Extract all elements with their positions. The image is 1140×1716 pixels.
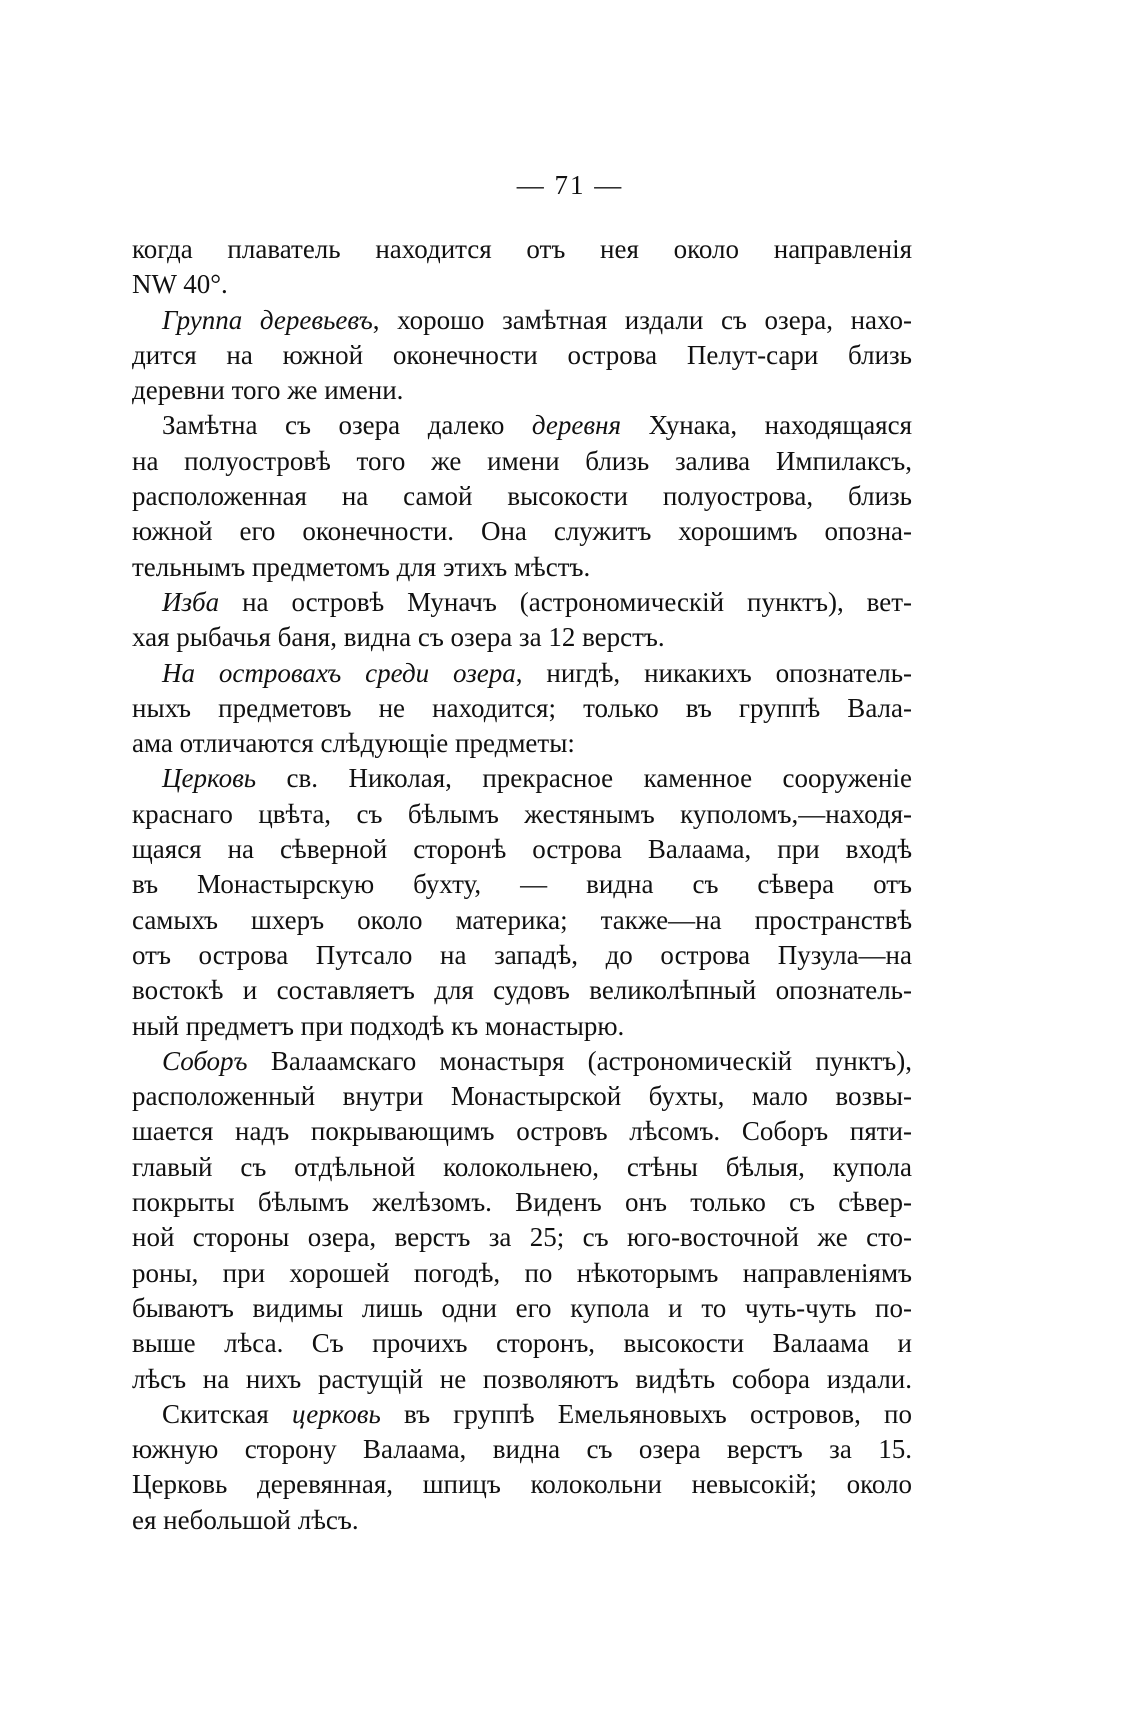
text-line — [132, 832, 912, 867]
line-text: лѣсъ на нихъ растущій не позволяютъ видѣть собора издали. — [132, 1363, 912, 1394]
text-line — [132, 1114, 912, 1149]
line-text: ныхъ предметовъ не находится; только въ группѣ Вала- — [132, 692, 912, 723]
text-line — [132, 267, 912, 302]
text-line — [132, 938, 912, 973]
text-line — [132, 444, 912, 479]
text-line — [132, 691, 912, 726]
text-line — [132, 1432, 912, 1467]
line-text: , нигдѣ, никакихъ опознатель- — [515, 657, 912, 688]
text-line — [132, 1291, 912, 1326]
text-line — [132, 620, 912, 655]
text-line — [132, 1397, 912, 1432]
text-line — [132, 797, 912, 832]
italic-term: церковь — [292, 1398, 381, 1429]
text-line — [132, 867, 912, 902]
italic-term: деревня — [531, 410, 622, 441]
line-text: самыхъ шхеръ около материка; также—на пространствѣ — [132, 904, 912, 935]
text-line — [132, 1326, 912, 1361]
page-number: — 71 — — [516, 170, 624, 200]
text-line — [132, 1467, 912, 1502]
line-text: востокѣ и составляетъ для судовъ великолѣпный опознатель- — [132, 975, 912, 1006]
text-line — [132, 479, 912, 514]
text-line — [132, 585, 912, 620]
text-line — [132, 1185, 912, 1220]
line-text: расположенный внутри Монастырской бухты, мало возвы- — [132, 1081, 912, 1112]
line-text: ной стороны озера, верстъ за 25; съ юго-восточной же сто- — [132, 1222, 912, 1253]
line-text: въ группѣ Емельяновыхъ островов, по — [380, 1398, 912, 1429]
line-text: Замѣтна съ озера далеко — [162, 410, 532, 441]
line-text: бываютъ видимы лишь одни его купола и то чуть-чуть по- — [132, 1292, 912, 1323]
text-line — [132, 1009, 912, 1044]
italic-term: Соборъ — [162, 1045, 248, 1076]
line-text: ея небольшой лѣсъ. — [132, 1504, 359, 1535]
line-text: щаяся на сѣверной сторонѣ острова Валаама, при входѣ — [132, 834, 912, 865]
text-line — [132, 338, 912, 373]
text-line — [132, 303, 912, 338]
text-line — [132, 1150, 912, 1185]
page-text — [132, 232, 912, 1538]
line-text: дится на южной оконечности острова Пелут-сари близь — [132, 339, 912, 370]
italic-term: Группа деревьевъ — [162, 304, 373, 335]
line-text: покрыты бѣлымъ желѣзомъ. Виденъ онъ только съ сѣвер- — [132, 1187, 912, 1218]
line-text: расположенная на самой высокости полуострова, близь — [132, 481, 912, 512]
text-line — [132, 408, 912, 443]
line-text: хая рыбачья баня, видна съ озера за 12 верстъ. — [132, 622, 665, 653]
text-line — [132, 232, 912, 267]
line-text: роны, при хорошей погодѣ, по нѣкоторымъ направленіямъ — [132, 1257, 912, 1288]
line-text: св. Николая, прекрасное каменное сооруженіе — [256, 763, 912, 794]
text-line — [132, 373, 912, 408]
line-text: когда плаватель находится отъ нея около направленія — [132, 234, 912, 264]
line-text: въ Монастырскую бухту, — видна съ сѣвера отъ — [132, 869, 912, 900]
text-line — [132, 514, 912, 549]
text-line — [132, 1362, 912, 1397]
text-line — [132, 761, 912, 796]
line-text: Скитская — [162, 1398, 293, 1429]
italic-term: Изба — [162, 586, 220, 617]
text-line — [132, 726, 912, 761]
text-line — [132, 1220, 912, 1255]
text-line — [132, 1044, 912, 1079]
line-text: ама отличаются слѣдующіе предметы: — [132, 728, 575, 759]
line-text: Валаамскаго монастыря (астрономическій пунктъ), — [247, 1045, 912, 1076]
line-text: , хорошо замѣтная издали съ озера, нахо- — [372, 304, 912, 335]
line-text: главый съ отдѣльной колокольнею, стѣны бѣлыя, купола — [132, 1151, 912, 1182]
text-line — [132, 656, 912, 691]
line-text: тельнымъ предметомъ для этихъ мѣстъ. — [132, 551, 591, 582]
line-text: на островѣ Муначъ (астрономическій пунктъ), вет- — [219, 586, 912, 617]
line-text: южную сторону Валаама, видна съ озера верстъ за 15. — [132, 1434, 912, 1465]
line-text: краснаго цвѣта, съ бѣлымъ жестянымъ куполомъ,—находя- — [132, 798, 912, 829]
line-text: деревни того же имени. — [132, 375, 404, 406]
line-text: NW 40°. — [132, 269, 228, 300]
text-line — [132, 550, 912, 585]
text-line — [132, 1503, 912, 1538]
line-text: отъ острова Путсало на западѣ, до острова Пузула—на — [132, 939, 912, 970]
text-line — [132, 1079, 912, 1114]
line-text: Хунака, находящаяся — [621, 410, 912, 441]
line-text: ный предметъ при подходѣ къ монастырю. — [132, 1010, 625, 1041]
line-text: Церковь деревянная, шпицъ колокольни невысокій; около — [132, 1469, 912, 1500]
text-line — [132, 903, 912, 938]
italic-term: На островахъ среди озера — [162, 657, 516, 688]
italic-term: Церковь — [162, 763, 257, 794]
text-line — [132, 973, 912, 1008]
line-text: шается надъ покрывающимъ островъ лѣсомъ. Соборъ пяти- — [132, 1116, 912, 1147]
line-text: на полуостровѣ того же имени близь залива Импилаксъ, — [132, 445, 912, 476]
line-text: выше лѣса. Съ прочихъ сторонъ, высокости Валаама и — [132, 1328, 912, 1359]
text-line — [132, 1256, 912, 1291]
line-text: южной его оконечности. Она служитъ хорошимъ опозна- — [132, 516, 912, 547]
